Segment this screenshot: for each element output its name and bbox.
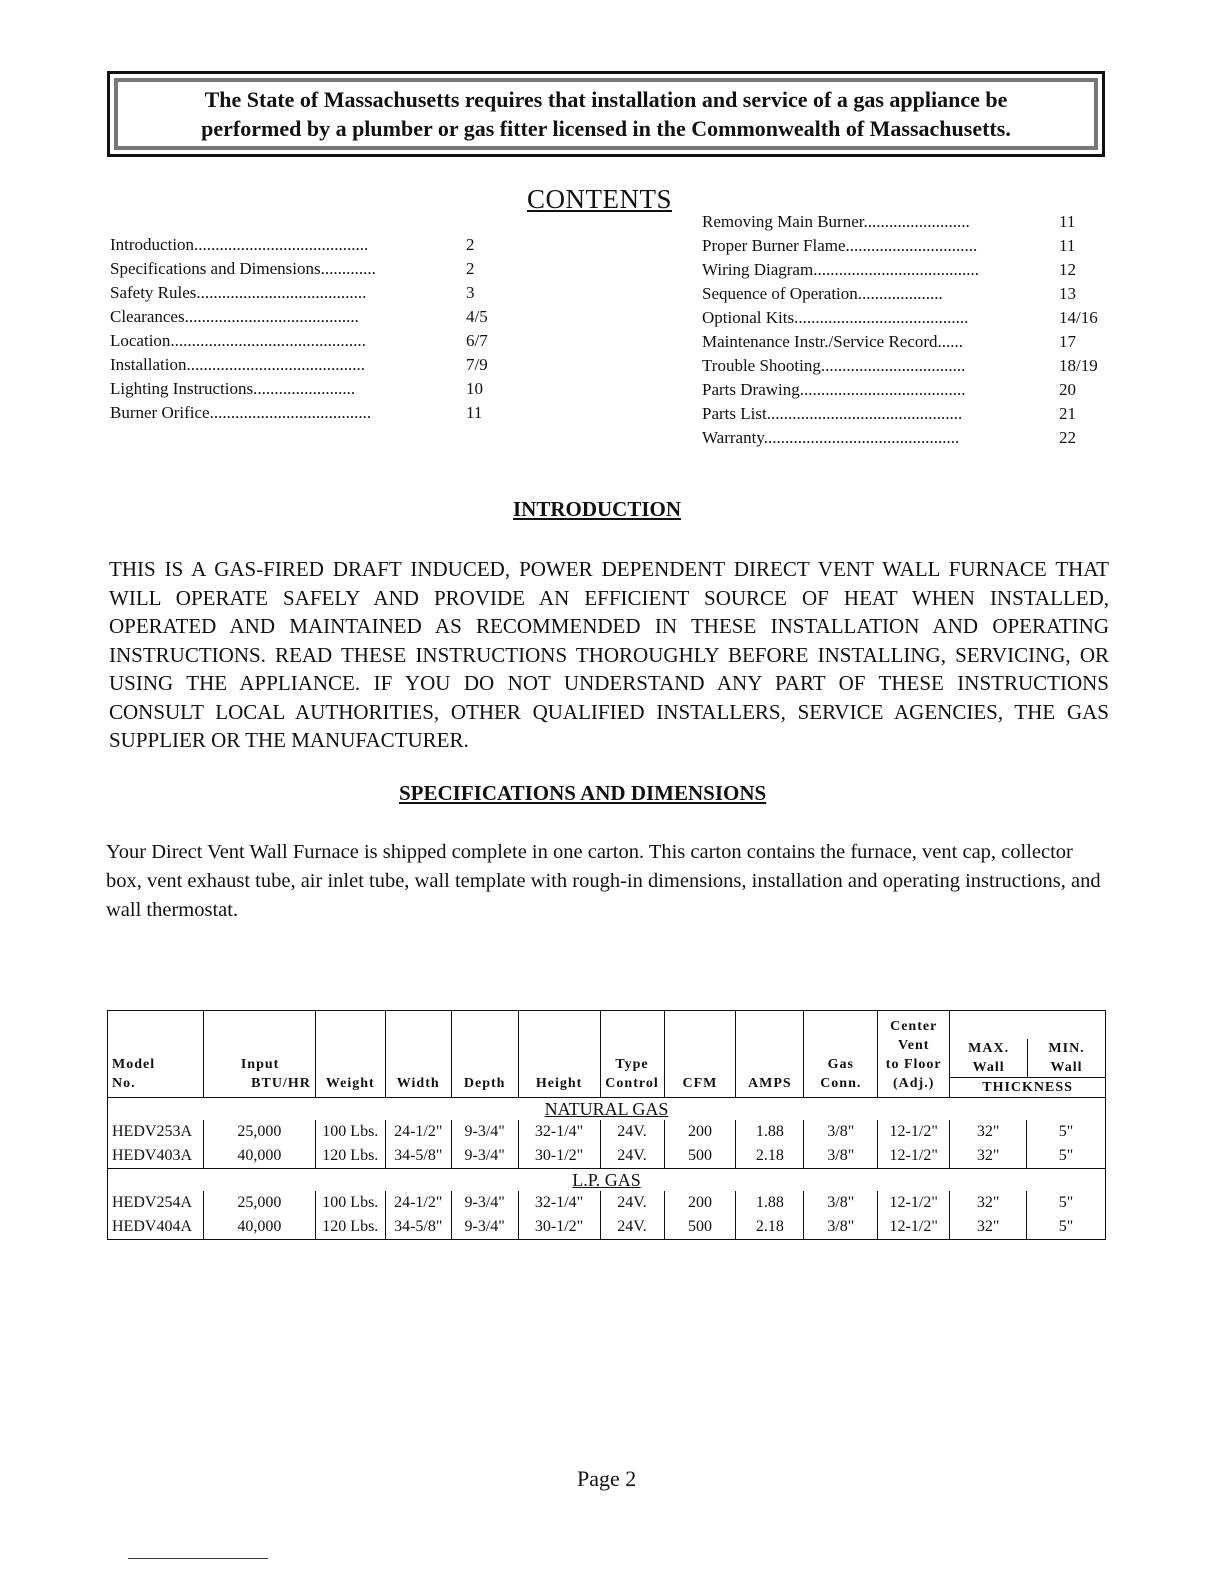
cell-cfm: 500 [664,1144,736,1169]
cell-amps: 1.88 [736,1191,804,1215]
toc-label: Introduction......................................... [110,235,369,254]
cell-model: HEDV253A [108,1120,204,1144]
col-header-wall-thickness: MAX. Wall MIN. Wall THICKNESS [950,1011,1106,1098]
contents-title: CONTENTS [527,184,672,214]
cell-height: 30-1/2" [518,1215,600,1240]
toc-page: 11 [1059,212,1076,231]
cell-width: 34-5/8" [385,1215,451,1240]
cell-amps: 2.18 [736,1144,804,1169]
toc-page: 6/7 [466,331,488,350]
page-number: Page 2 [577,1466,637,1491]
cell-center-vent: 12-1/2" [878,1191,950,1215]
cell-amps: 2.18 [736,1215,804,1240]
cell-input: 40,000 [203,1144,315,1169]
toc-page: 3 [466,283,475,302]
toc-label: Sequence of Operation.................... [702,284,943,303]
col-header-input: Input BTU/HR [203,1011,315,1098]
cell-cfm: 200 [664,1191,736,1215]
toc-entry [110,233,510,257]
notice-line-1: The State of Massachusetts requires that installation and service of a gas appliance be [204,87,1008,112]
toc-page: 13 [1059,284,1076,303]
toc-label: Safety Rules........................................ [110,283,367,302]
toc-page: 2 [466,259,475,278]
toc-page: 21 [1059,404,1076,423]
group-row-lp-gas [108,1169,1106,1192]
toc-label: Maintenance Instr./Service Record...... [702,332,964,351]
col-header-center-vent: Center Vent to Floor (Adj.) [878,1011,950,1098]
col-header-type-control: Type Control [600,1011,664,1098]
toc-page: 7/9 [466,355,488,374]
cell-cfm: 500 [664,1215,736,1240]
toc-entry [110,329,510,353]
cell-type-control: 24V. [600,1144,664,1169]
toc-page: 14/16 [1059,308,1098,327]
cell-center-vent: 12-1/2" [878,1215,950,1240]
cell-depth: 9-3/4" [451,1191,518,1215]
col-header-cfm: CFM [664,1011,736,1098]
table-row [108,1191,1106,1215]
toc-label: Warranty.............................................. [702,428,960,447]
toc-entry [702,330,1122,354]
cell-max-wall: 32" [950,1120,1027,1144]
col-header-amps: AMPS [736,1011,804,1098]
cell-center-vent: 12-1/2" [878,1120,950,1144]
cell-cfm: 200 [664,1120,736,1144]
group-label: L.P. GAS [572,1169,641,1190]
cell-weight: 100 Lbs. [315,1120,385,1144]
toc-entry [702,258,1122,282]
toc-entry [110,305,510,329]
cell-max-wall: 32" [950,1144,1027,1169]
notice-line-2: performed by a plumber or gas fitter licensed in the Commonwealth of Massachusetts. [201,116,1011,141]
toc-page: 11 [466,403,483,422]
col-header-model: Model No. [108,1011,204,1098]
specifications-heading: SPECIFICATIONS AND DIMENSIONS [399,781,767,805]
cell-amps: 1.88 [736,1120,804,1144]
cell-type-control: 24V. [600,1191,664,1215]
toc-label: Optional Kits......................................... [702,308,969,327]
toc-right-column [702,210,1122,450]
cell-gas-conn: 3/8" [804,1144,878,1169]
toc-page: 11 [1059,236,1076,255]
cell-input: 25,000 [203,1120,315,1144]
cell-weight: 100 Lbs. [315,1191,385,1215]
cell-max-wall: 32" [950,1215,1027,1240]
toc-entry [702,234,1122,258]
cell-max-wall: 32" [950,1191,1027,1215]
cell-gas-conn: 3/8" [804,1215,878,1240]
toc-label: Parts List.............................................. [702,404,963,423]
table-row [108,1144,1106,1169]
toc-page: 4/5 [466,307,488,326]
cell-width: 24-1/2" [385,1191,451,1215]
toc-label: Lighting Instructions........................ [110,379,356,398]
toc-page: 2 [466,235,475,254]
cell-center-vent: 12-1/2" [878,1144,950,1169]
toc-entry [702,282,1122,306]
footer-divider [128,1558,268,1559]
cell-gas-conn: 3/8" [804,1191,878,1215]
toc-entry [702,354,1122,378]
toc-entry [702,306,1122,330]
col-header-thickness: THICKNESS [982,1080,1073,1095]
cell-height: 32-1/4" [518,1120,600,1144]
cell-min-wall: 5" [1027,1144,1106,1169]
cell-type-control: 24V. [600,1120,664,1144]
toc-page: 10 [466,379,483,398]
cell-min-wall: 5" [1027,1120,1106,1144]
toc-label: Location.............................................. [110,331,366,350]
group-label: NATURAL GAS [544,1098,669,1119]
cell-input: 40,000 [203,1215,315,1240]
toc-label: Removing Main Burner......................... [702,212,970,231]
toc-entry [110,281,510,305]
table-header-row [108,1011,1106,1098]
toc-left-column [110,233,510,425]
cell-min-wall: 5" [1027,1191,1106,1215]
col-header-depth: Depth [451,1011,518,1098]
cell-depth: 9-3/4" [451,1215,518,1240]
col-header-weight: Weight [315,1011,385,1098]
cell-weight: 120 Lbs. [315,1144,385,1169]
cell-type-control: 24V. [600,1215,664,1240]
toc-label: Burner Orifice...................................... [110,403,372,422]
toc-entry [702,210,1122,234]
introduction-heading: INTRODUCTION [513,497,682,521]
toc-page: 20 [1059,380,1076,399]
cell-min-wall: 5" [1027,1215,1106,1240]
toc-page: 18/19 [1059,356,1098,375]
toc-label: Parts Drawing....................................... [702,380,966,399]
table-row [108,1215,1106,1240]
toc-label: Proper Burner Flame............................... [702,236,978,255]
toc-page: 17 [1059,332,1076,351]
toc-entry [702,378,1122,402]
col-header-gas-conn: Gas Conn. [804,1011,878,1098]
cell-model: HEDV404A [108,1215,204,1240]
cell-depth: 9-3/4" [451,1120,518,1144]
notice-inner [114,78,1098,150]
cell-gas-conn: 3/8" [804,1120,878,1144]
col-header-height: Height [518,1011,600,1098]
cell-width: 24-1/2" [385,1120,451,1144]
toc-page: 12 [1059,260,1076,279]
toc-label: Specifications and Dimensions............. [110,259,376,278]
toc-entry [110,353,510,377]
cell-depth: 9-3/4" [451,1144,518,1169]
toc-page: 22 [1059,428,1076,447]
cell-input: 25,000 [203,1191,315,1215]
toc-entry [110,257,510,281]
cell-model: HEDV403A [108,1144,204,1169]
col-header-width: Width [385,1011,451,1098]
group-row-natural-gas [108,1098,1106,1121]
introduction-body: THIS IS A GAS-FIRED DRAFT INDUCED, POWER DEPENDENT DIRECT VENT WALL FURNACE THAT WILL OPERATE SAFELY AND PROVIDE AN EFFICIENT SOURCE OF HEAT WHEN INSTALLED, OPERATED AND MAINTAINED AS RECOMMENDED IN THESE INSTALLATION AND OPERATING INSTRUCTIONS. READ THESE INSTRUCTIONS THOROUGHLY BEFORE INSTALLING, SERVICING, OR USING THE APPLIANCE. IF YOU DO NOT UNDERSTAND ANY PART OF THESE INSTRUCTIONS CONSULT LOCAL AUTHORITIES, OTHER QUALIFIED INSTALLERS, SERVICE AGENCIES, THE GAS SUPPLIER OR THE MANUFACTURER. [109,557,1109,752]
cell-width: 34-5/8" [385,1144,451,1169]
cell-model: HEDV254A [108,1191,204,1215]
toc-label: Installation.......................................... [110,355,365,374]
toc-entry [702,402,1122,426]
cell-weight: 120 Lbs. [315,1215,385,1240]
toc-entry [110,377,510,401]
toc-entry [702,426,1122,450]
specifications-table [107,1010,1106,1240]
cell-height: 30-1/2" [518,1144,600,1169]
col-header-min: MIN. [1048,1041,1085,1056]
toc-label: Wiring Diagram....................................... [702,260,979,279]
massachusetts-notice-box [107,71,1105,157]
col-header-max: MAX. [968,1041,1010,1056]
toc-entry [110,401,510,425]
toc-label: Clearances......................................... [110,307,359,326]
toc-label: Trouble Shooting.................................. [702,356,966,375]
specifications-body: Your Direct Vent Wall Furnace is shipped complete in one carton. This carton contains the furnace, vent cap, collector box, vent exhaust tube, air inlet tube, wall template with rough-in dimensions, installation and operating instructions, and wall thermostat. [106,841,1101,921]
table-row [108,1120,1106,1144]
cell-height: 32-1/4" [518,1191,600,1215]
